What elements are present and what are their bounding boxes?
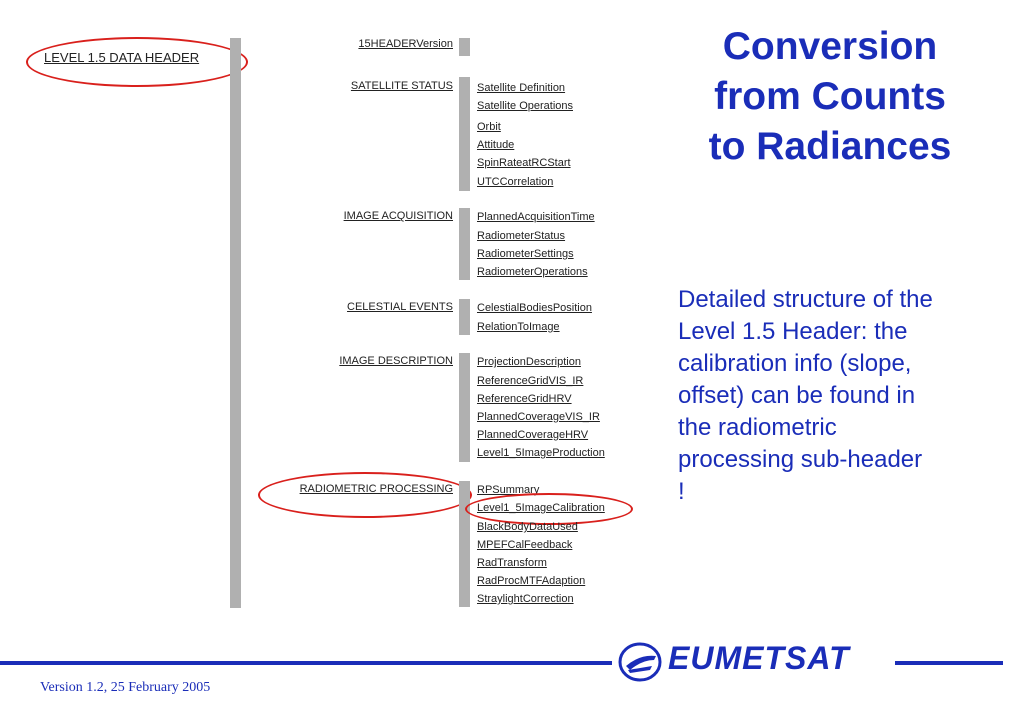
slide-title	[660, 22, 1000, 172]
footer-divider-left	[0, 661, 612, 665]
list-item: PlannedCoverageVIS_IR	[477, 411, 600, 423]
list-item: CelestialBodiesPosition	[477, 302, 592, 314]
list-item: RadTransform	[477, 557, 547, 569]
list-item: Orbit	[477, 121, 501, 133]
section-radiometric-processing: RADIOMETRIC PROCESSING	[299, 483, 453, 495]
list-item: ReferenceGridVIS_IR	[477, 375, 584, 387]
footer-version: Version 1.2, 25 February 2005	[40, 680, 211, 695]
list-item: RadProcMTFAdaption	[477, 575, 586, 587]
slide-title-line: Conversion	[722, 25, 938, 68]
radiometric-highlight-ellipse	[258, 472, 472, 518]
section-celestial-events-bar	[459, 299, 470, 335]
logo-mark-icon	[616, 640, 664, 684]
section-celestial-events: CELESTIAL EVENTS	[347, 301, 453, 313]
root-header-label: LEVEL 1.5 DATA HEADER	[44, 50, 200, 65]
description-line: Level 1.5 Header: the	[678, 318, 908, 345]
slide-description	[678, 284, 1018, 508]
list-item: RelationToImage	[477, 321, 560, 333]
section-image-description-bar	[459, 353, 470, 462]
list-item: Attitude	[477, 139, 515, 151]
description-line: offset) can be found in	[678, 382, 916, 409]
section-radiometric-processing-bar	[459, 481, 470, 607]
description-line: !	[678, 478, 685, 505]
list-item: RPSummary	[477, 484, 540, 496]
list-item: ReferenceGridHRV	[477, 393, 572, 405]
list-item: PlannedAcquisitionTime	[477, 211, 595, 223]
version-bar	[459, 38, 470, 56]
section-image-acquisition-bar	[459, 208, 470, 280]
version-label: 15HEADERVersion	[358, 38, 453, 50]
list-item: Level1_5ImageProduction	[477, 447, 605, 459]
description-line: the radiometric	[678, 414, 837, 441]
list-item: ProjectionDescription	[477, 356, 581, 368]
list-item: Satellite Definition	[477, 82, 566, 94]
description-line: Detailed structure of the	[678, 286, 933, 313]
section-satellite-status: SATELLITE STATUS	[350, 80, 453, 92]
list-item: UTCCorrelation	[477, 176, 554, 188]
footer-divider-right	[895, 661, 1003, 665]
eumetsat-logo: EUMETSAT	[668, 640, 850, 676]
list-item: StraylightCorrection	[477, 593, 574, 605]
slide-title-line: to Radiances	[708, 125, 952, 168]
section-image-description: IMAGE DESCRIPTION	[339, 355, 453, 367]
list-item: MPEFCalFeedback	[477, 539, 573, 551]
list-item: RadiometerSettings	[477, 248, 574, 260]
list-item: BlackBodyDataUsed	[477, 521, 578, 533]
section-satellite-status-bar	[459, 77, 470, 191]
list-item: RadiometerStatus	[477, 230, 566, 242]
slide-title-line: from Counts	[714, 75, 946, 118]
list-item: SpinRateatRCStart	[477, 157, 571, 169]
description-line: calibration info (slope,	[678, 350, 912, 377]
list-item: RadiometerOperations	[477, 266, 588, 278]
section-image-acquisition: IMAGE ACQUISITION	[343, 210, 453, 222]
list-item: PlannedCoverageHRV	[477, 429, 589, 441]
list-item: Level1_5ImageCalibration	[477, 502, 605, 514]
description-line: processing sub-header	[678, 446, 923, 473]
list-item: Satellite Operations	[477, 100, 573, 112]
root-vertical-bar	[230, 38, 241, 608]
